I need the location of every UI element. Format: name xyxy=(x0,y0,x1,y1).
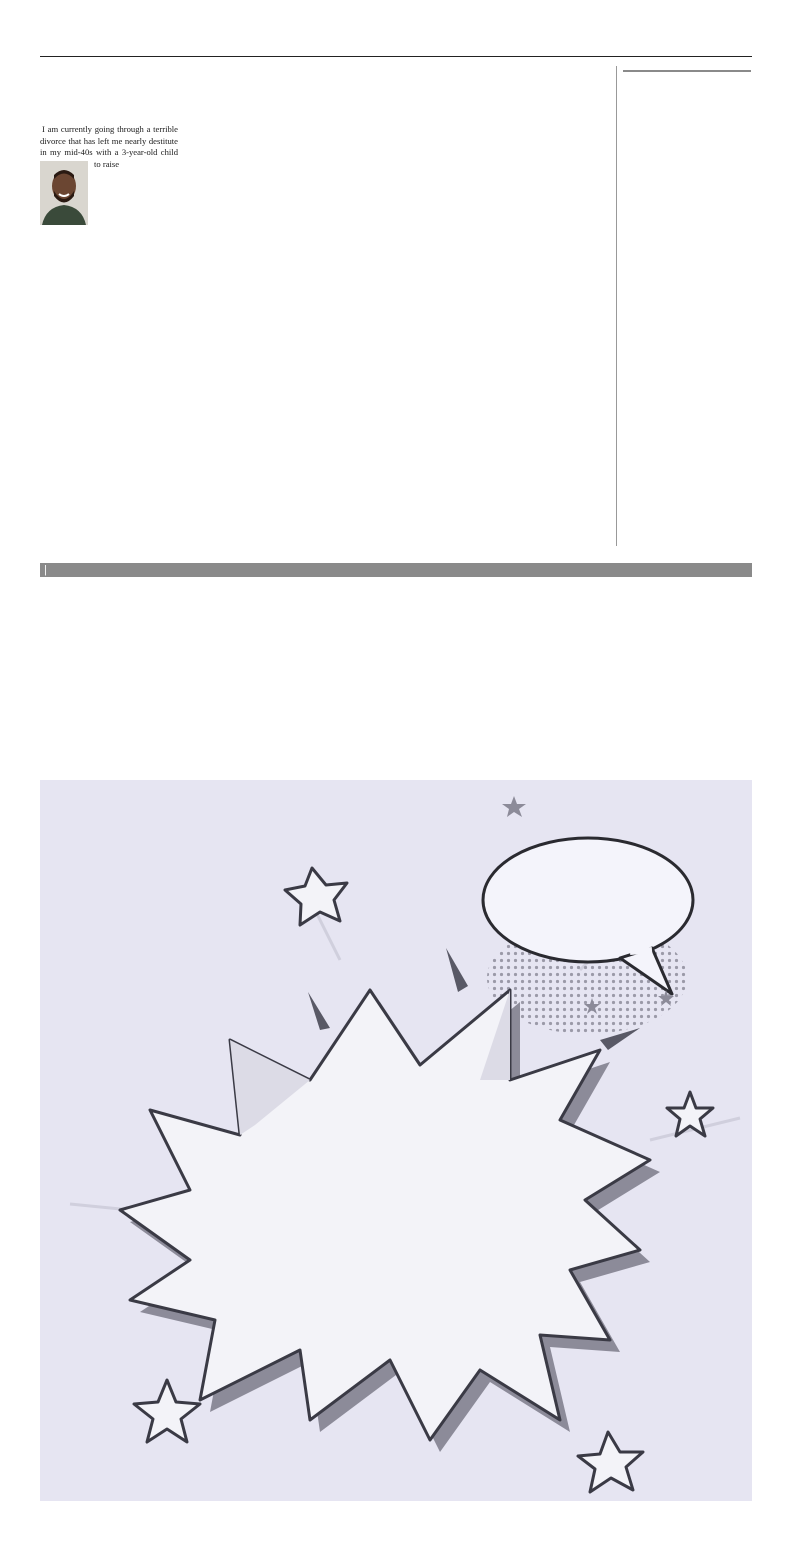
answer-paragraph-continued xyxy=(473,55,611,159)
columnist-photo xyxy=(40,161,88,225)
answer-paragraph xyxy=(329,182,467,251)
article-column-2 xyxy=(184,124,322,328)
comics-promo-ad[interactable] xyxy=(40,780,752,1501)
column-divider xyxy=(616,66,617,546)
today-in-history xyxy=(623,70,751,76)
letter-paragraph xyxy=(94,170,178,193)
horoscope-band: | xyxy=(40,563,752,577)
letter-text-intro: I am currently going through a terrible divorce that has left me nearly destitute in my mid-40s with a 3-year-old child to raise xyxy=(40,124,178,169)
columnist-portrait xyxy=(40,161,88,225)
article-column-3 xyxy=(329,124,467,251)
star-icon xyxy=(285,868,347,925)
small-star-icon xyxy=(502,796,526,817)
letter-paragraph-continued xyxy=(184,101,322,236)
star-icon xyxy=(134,1380,200,1442)
star-icon xyxy=(578,1432,643,1492)
comics-burst-illustration xyxy=(40,780,752,1501)
answer-paragraph-continued xyxy=(329,32,467,182)
letter-paragraph xyxy=(40,124,178,170)
answer-paragraph xyxy=(184,236,322,328)
history-heading xyxy=(623,70,751,72)
article-column-1 xyxy=(40,124,178,227)
article-column-4 xyxy=(473,124,611,169)
